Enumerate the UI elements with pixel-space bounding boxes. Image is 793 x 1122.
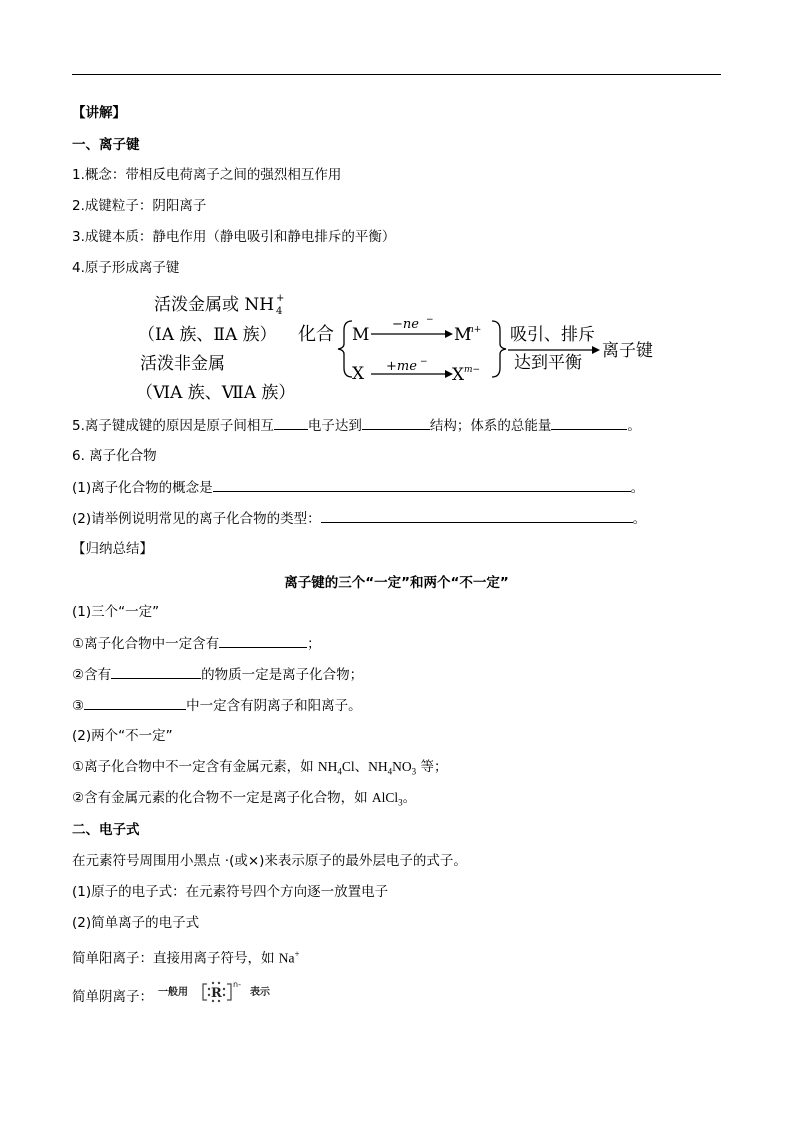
summary-title: 离子键的三个“一定”和两个“不一定” [284, 575, 509, 591]
combine-label: 化合 [298, 324, 334, 345]
certain-3: ③ 中一定含有阴离子和阳离子。 [72, 698, 362, 714]
blank-certain-1[interactable] [219, 634, 307, 648]
blank-types[interactable] [321, 509, 633, 523]
item-particles: 2.成键粒子：阴阳离子 [72, 198, 207, 214]
blank-certain-3[interactable] [84, 696, 186, 710]
blank-concept[interactable] [213, 478, 631, 492]
result-label: 离子键 [602, 341, 653, 361]
uncertain-1: ①离子化合物中不一定含有金属元素，如 $NH_4Cl$、$NH_4NO_3$ 等； [72, 759, 448, 777]
simple-anion: 简单阴离子： [72, 989, 153, 1005]
gain-electrons-sup: − [420, 357, 428, 367]
anion-symbol: X [452, 365, 465, 385]
nh4-subscript: 4 [276, 306, 283, 317]
nonmetal-label: 活泼非金属 [140, 354, 225, 374]
item-compound-concept: (1)离子化合物的概念是 。 [72, 480, 645, 496]
explain-label: 【讲解】 [72, 105, 126, 121]
anion-prefix: 一般用 [158, 987, 188, 998]
lose-electrons-sup: − [426, 315, 434, 325]
certain-1: ①离子化合物中一定含有 ； [72, 636, 321, 652]
anion-electron-formula [158, 979, 288, 1005]
gain-electrons: +me [386, 359, 417, 374]
blank-certain-2[interactable] [111, 665, 201, 679]
item-ionic-compound: 6. 离子化合物 [72, 448, 157, 464]
blank-2[interactable] [362, 416, 430, 430]
simple-cation: 简单阳离子：直接用离子符号，如 Na+ [72, 949, 300, 967]
item-concept: 1.概念：带相反电荷离子之间的强烈相互作用 [72, 167, 342, 183]
cation-charge: n+ [468, 325, 482, 335]
balance-label: 达到平衡 [514, 353, 582, 373]
section-electron-formula-title: 二、电子式 [72, 822, 140, 838]
blank-3[interactable] [551, 416, 627, 430]
ionic-bond-formation-diagram [130, 288, 670, 406]
metal-symbol: M [352, 325, 370, 345]
anion-charge: m− [464, 365, 481, 375]
nh4-charge: + [276, 293, 285, 304]
element-symbol: R [211, 986, 222, 1001]
electron-formula-intro: 在元素符号周围用小黑点 ·(或×)来表示原子的最外层电子的式子。 [72, 853, 467, 869]
anion-charge-label: n- [233, 980, 241, 989]
group1-label: （ⅠA 族、ⅡA 族） [138, 325, 277, 345]
right-bracket [227, 984, 231, 1000]
result-arrow-head [592, 346, 600, 354]
item-bond-cause: 5.离子键成键的原因是原子间相互 电子达到 结构；体系的总能量 。 [72, 418, 641, 434]
nonmetal-symbol: X [352, 364, 365, 384]
item-formation: 4.原子形成离子键 [72, 260, 180, 276]
right-brace [492, 321, 506, 377]
blank-1[interactable] [274, 416, 308, 430]
left-bracket [203, 984, 207, 1000]
item-essence: 3.成键本质：静电作用（静电吸引和静电排斥的平衡） [72, 229, 396, 245]
lose-electrons: −ne [392, 317, 419, 332]
section-ionic-bond-title: 一、离子键 [72, 137, 140, 153]
group2-label: （ⅥA 族、ⅦA 族） [136, 383, 296, 403]
item-compound-types: (2)请举例说明常见的离子化合物的类型： 。 [72, 511, 647, 527]
anion-suffix: 表示 [250, 987, 270, 998]
left-brace [338, 321, 352, 377]
uncertain-2: ②含有金属元素的化合物不一定是离子化合物，如 AlCl$_3$。 [72, 790, 417, 808]
two-uncertain-heading: (2)两个“不一定” [72, 728, 173, 744]
header-rule [72, 74, 721, 75]
simple-ion-heading: (2)简单离子的电子式 [72, 915, 200, 931]
attract-label: 吸引、排斥 [510, 325, 595, 345]
three-certain-heading: (1)三个“一定” [72, 604, 160, 620]
lose-arrow-head [445, 330, 453, 338]
certain-2: ②含有 的物质一定是离子化合物； [72, 667, 364, 683]
cation-symbol: M [454, 325, 472, 345]
atom-electron-formula: (1)原子的电子式：在元素符号四个方向逐一放置电子 [72, 884, 389, 900]
summary-label: 【归纳总结】 [72, 541, 153, 557]
metal-label: 活泼金属或 NH [154, 295, 275, 315]
